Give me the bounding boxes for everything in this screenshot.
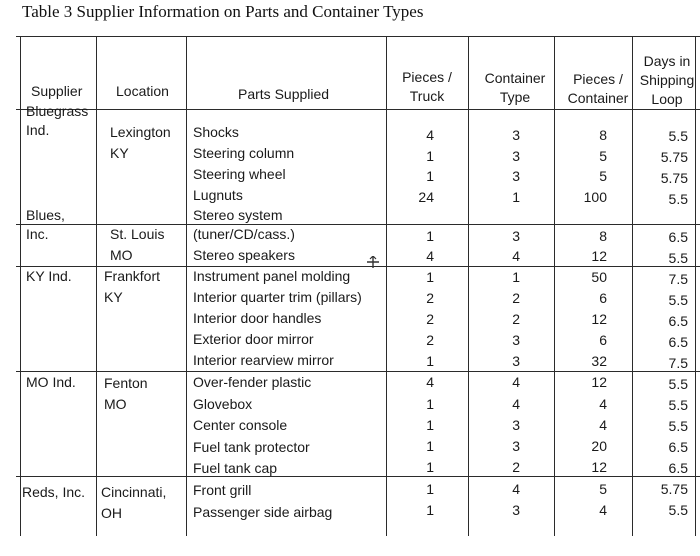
pieces-per-truck: 1 — [426, 459, 434, 475]
part-name: Stereo speakers — [193, 247, 295, 263]
container-type: 2 — [512, 290, 520, 306]
days-in-loop: 5.5 — [668, 191, 688, 207]
days-in-loop: 5.5 — [668, 376, 688, 392]
pieces-per-container: 12 — [591, 311, 607, 327]
supplier-location: Frankfort — [104, 268, 161, 284]
pieces-per-truck: 24 — [418, 189, 434, 205]
pieces-per-truck: 1 — [426, 353, 434, 369]
container-type: 3 — [512, 502, 520, 518]
days-in-loop: 6.5 — [668, 313, 688, 329]
supplier-name: KY Ind. — [26, 268, 72, 284]
days-in-loop: 5.5 — [668, 128, 688, 144]
pieces-per-truck: 1 — [426, 417, 434, 433]
days-in-loop: 6.5 — [668, 439, 688, 455]
part-name: Shocks — [193, 124, 239, 140]
pieces-per-truck: 1 — [426, 481, 434, 497]
pieces-per-truck: 1 — [426, 228, 434, 244]
pieces-per-container: 12 — [591, 374, 607, 390]
days-in-loop: 6.5 — [668, 229, 688, 245]
header-rule — [16, 109, 700, 110]
days-in-loop: 5.5 — [668, 502, 688, 518]
header-pieces-container: Pieces / — [573, 71, 623, 87]
column-rule — [186, 36, 187, 536]
pieces-per-container: 5 — [599, 481, 607, 497]
part-name: Exterior door mirror — [193, 331, 314, 347]
days-in-loop: 5.75 — [660, 170, 688, 186]
days-in-loop: 5.75 — [660, 149, 688, 165]
part-name: Fuel tank protector — [193, 439, 310, 455]
part-name: Interior quarter trim (pillars) — [193, 289, 362, 305]
supplier-location: KY — [104, 289, 123, 305]
supplier-location: MO — [104, 396, 127, 412]
supplier-name: Inc. — [26, 226, 49, 242]
container-type: 4 — [512, 374, 520, 390]
container-type: 3 — [512, 438, 520, 454]
crosshair-cursor-icon — [367, 256, 379, 268]
part-name: Interior rearview mirror — [193, 352, 334, 368]
supplier-name: Bluegrass — [26, 103, 89, 119]
header-parts-supplied: Parts Supplied — [238, 86, 330, 102]
pieces-per-container: 4 — [599, 417, 607, 433]
pieces-per-container: 50 — [591, 269, 607, 285]
container-type: 1 — [512, 269, 520, 285]
column-rule — [554, 36, 555, 536]
header-location: Location — [116, 83, 169, 99]
part-name: Over-fender plastic — [193, 374, 312, 390]
part-name: (tuner/CD/cass.) — [193, 226, 295, 242]
pieces-per-truck: 2 — [426, 311, 434, 327]
pieces-per-container: 12 — [591, 248, 607, 264]
pieces-per-truck: 1 — [426, 502, 434, 518]
part-name: Lugnuts — [193, 187, 243, 203]
days-in-loop: 5.5 — [668, 397, 688, 413]
container-type: 3 — [512, 148, 520, 164]
header-pieces-truck: Truck — [409, 88, 445, 104]
pieces-per-truck: 1 — [426, 168, 434, 184]
pieces-per-container: 5 — [599, 148, 607, 164]
container-type: 3 — [512, 228, 520, 244]
part-name: Stereo system — [193, 207, 283, 223]
part-name: Glovebox — [193, 396, 253, 412]
header-container-type: Container — [484, 70, 546, 86]
supplier-name: Ind. — [26, 122, 50, 138]
days-in-loop: 5.5 — [668, 418, 688, 434]
supplier-location: Lexington — [110, 124, 171, 140]
pieces-per-container: 4 — [599, 396, 607, 412]
supplier-location: OH — [101, 505, 122, 521]
container-type: 4 — [512, 396, 520, 412]
days-in-loop: 6.5 — [668, 334, 688, 350]
part-name: Steering column — [193, 145, 295, 161]
supplier-name: Blues, — [26, 207, 65, 223]
part-name: Instrument panel molding — [193, 268, 351, 284]
days-in-loop: 5.5 — [668, 292, 688, 308]
part-name: Front grill — [193, 482, 252, 498]
container-type: 3 — [512, 353, 520, 369]
part-name: Passenger side airbag — [193, 504, 333, 520]
table-caption: Table 3 Supplier Information on Parts and Container Types — [22, 2, 424, 21]
column-rule — [386, 36, 387, 536]
part-name: Fuel tank cap — [193, 460, 278, 476]
column-rule — [632, 36, 633, 536]
supplier-location: KY — [110, 145, 129, 161]
header-supplier: Supplier — [31, 83, 83, 99]
pieces-per-truck: 1 — [426, 148, 434, 164]
container-type: 3 — [512, 417, 520, 433]
supplier-location: St. Louis — [110, 226, 165, 242]
pieces-per-truck: 4 — [426, 127, 434, 143]
pieces-per-container: 8 — [599, 228, 607, 244]
container-type: 3 — [512, 332, 520, 348]
pieces-per-container: 8 — [599, 127, 607, 143]
table-top-border — [16, 36, 700, 37]
container-type: 4 — [512, 248, 520, 264]
days-in-loop: 7.5 — [668, 355, 688, 371]
part-name: Steering wheel — [193, 166, 286, 182]
header-pieces-container: Container — [567, 90, 629, 106]
days-in-loop: 5.5 — [668, 250, 688, 266]
container-type: 4 — [512, 481, 520, 497]
header-days-shipping-loop: Days in — [643, 53, 691, 69]
column-rule — [695, 36, 696, 536]
container-type: 2 — [512, 311, 520, 327]
pieces-per-truck: 1 — [426, 396, 434, 412]
part-name: Interior door handles — [193, 310, 322, 326]
pieces-per-container: 32 — [591, 353, 607, 369]
pieces-per-container: 4 — [599, 502, 607, 518]
pieces-per-truck: 1 — [426, 438, 434, 454]
container-type: 3 — [512, 168, 520, 184]
part-name: Center console — [193, 417, 288, 433]
supplier-location: MO — [110, 247, 133, 263]
pieces-per-truck: 2 — [426, 332, 434, 348]
pieces-per-container: 20 — [591, 438, 607, 454]
column-rule — [96, 36, 97, 536]
column-rule — [468, 36, 469, 536]
supplier-location: Fenton — [104, 375, 148, 391]
container-type: 2 — [512, 459, 520, 475]
supplier-location: Cincinnati, — [101, 484, 167, 500]
header-days-shipping-loop: Loop — [651, 91, 683, 107]
pieces-per-container: 100 — [583, 189, 607, 205]
supplier-name: Reds, Inc. — [22, 484, 86, 500]
pieces-per-truck: 1 — [426, 269, 434, 285]
pieces-per-container: 6 — [599, 290, 607, 306]
days-in-loop: 6.5 — [668, 460, 688, 476]
pieces-per-truck: 4 — [426, 248, 434, 264]
days-in-loop: 7.5 — [668, 271, 688, 287]
days-in-loop: 5.75 — [660, 481, 688, 497]
pieces-per-truck: 2 — [426, 290, 434, 306]
pieces-per-container: 6 — [599, 332, 607, 348]
pieces-per-container: 5 — [599, 168, 607, 184]
header-container-type: Type — [499, 89, 531, 105]
container-type: 1 — [512, 189, 520, 205]
header-days-shipping-loop: Shipping — [639, 72, 695, 88]
column-rule — [20, 36, 21, 536]
pieces-per-truck: 4 — [426, 374, 434, 390]
container-type: 3 — [512, 127, 520, 143]
header-pieces-truck: Pieces / — [402, 69, 452, 85]
supplier-name: MO Ind. — [26, 374, 76, 390]
pieces-per-container: 12 — [591, 459, 607, 475]
